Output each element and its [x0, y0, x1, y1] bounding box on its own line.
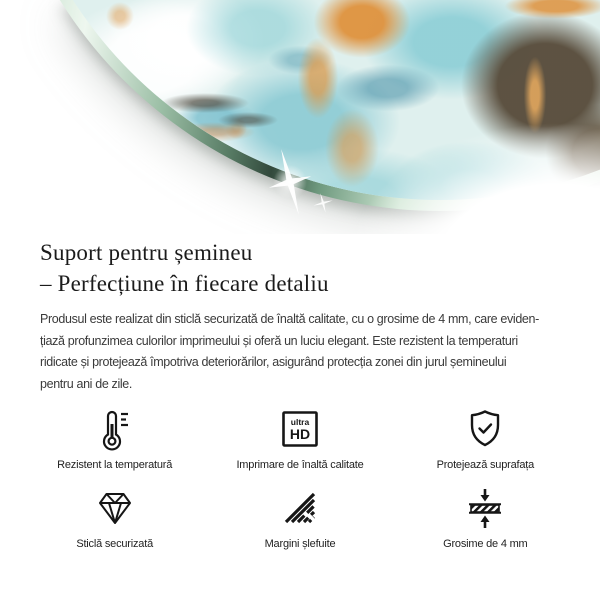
thickness-icon — [463, 486, 507, 530]
feature-label: Sticlă securizată — [76, 538, 154, 550]
feature-temperature — [22, 407, 207, 471]
feature-print-quality — [207, 407, 392, 471]
hd-text: HD — [289, 426, 311, 442]
ultra-hd-icon — [278, 407, 322, 451]
feature-label: Grosime de 4 mm — [443, 538, 528, 550]
ultra-text: ultra — [290, 417, 310, 427]
product-description — [40, 309, 560, 395]
polished-edges-icon — [278, 486, 322, 530]
title-line-2: – Perfecțiune în fiecare detaliu — [40, 270, 329, 296]
feature-label: Rezistent la temperatură — [57, 459, 173, 471]
description-line: Produsul este realizat din sticlă securizată de înaltă calitate, cu o grosime de 4 mm, care eviden- — [40, 312, 539, 326]
feature-tempered-glass — [22, 486, 207, 550]
description-line: pentru ani de zile. — [40, 376, 133, 391]
description-line: țiază profunzimea culorilor imprimeului și oferă un luciu elegant. Este rezistent la temperaturi — [40, 333, 518, 348]
description-line: ridicate și protejează împotriva deteriorărilor, asigurând protecția zonei din jurul șemineului — [40, 355, 507, 369]
features-grid — [0, 407, 600, 550]
title-line-1: Suport pentru șemineu — [40, 240, 253, 265]
feature-label: Protejează suprafața — [436, 459, 535, 471]
diamond-icon — [93, 486, 137, 530]
feature-thickness — [393, 486, 578, 550]
sparkle-small-icon — [312, 192, 334, 214]
feature-protects-surface — [393, 407, 578, 471]
shield-check-icon — [463, 407, 507, 451]
feature-label: Imprimare de înaltă calitate — [236, 459, 364, 471]
thermometer-icon — [93, 407, 137, 451]
feature-polished-edges — [207, 486, 392, 550]
page-title — [40, 238, 600, 299]
feature-label: Margini șlefuite — [264, 538, 336, 550]
hero-product-photo — [0, 0, 600, 234]
